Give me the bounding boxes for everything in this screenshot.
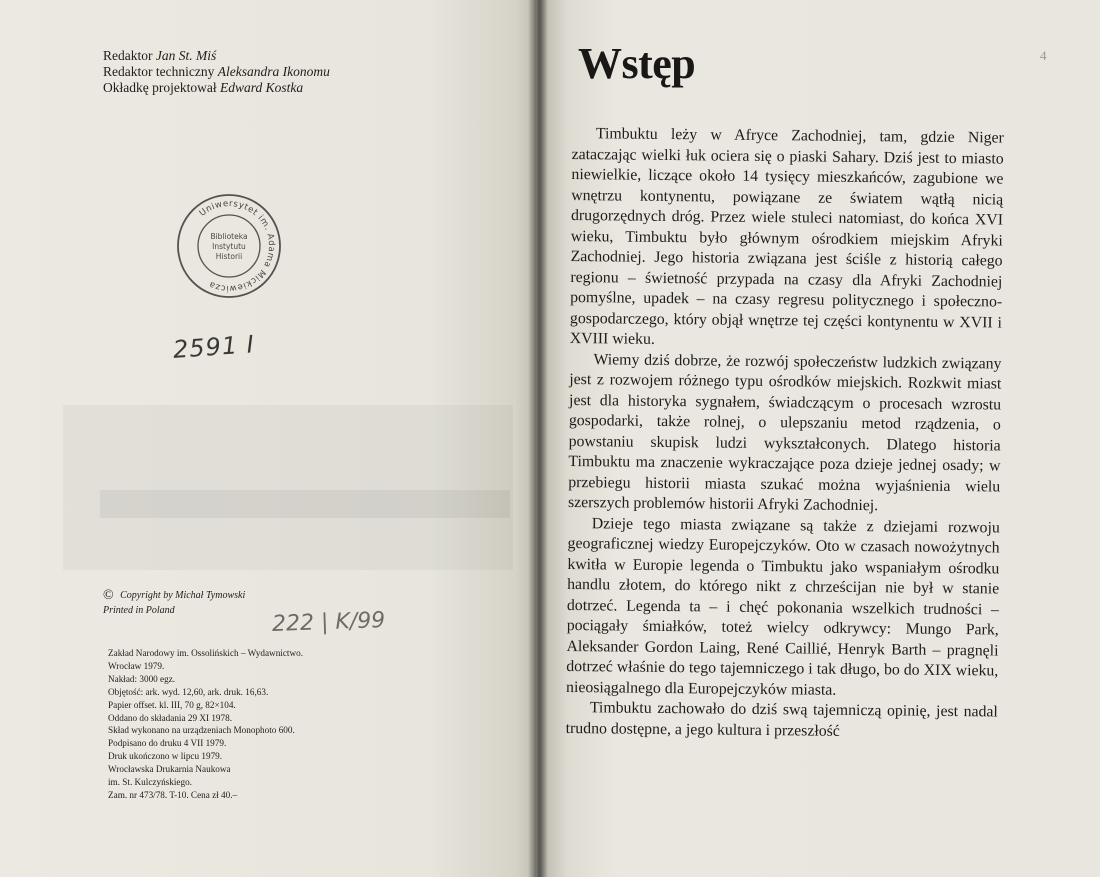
copyright-line xyxy=(103,588,245,603)
imprint-line: Zam. nr 473/78. T-10. Cena zł 40.– xyxy=(108,789,238,800)
show-through-title xyxy=(255,120,525,196)
library-stamp-icon xyxy=(175,192,283,300)
printed-in-text: Printed in Poland xyxy=(103,605,175,616)
imprint-line: Druk ukończono w lipcu 1979. xyxy=(108,751,223,762)
copyright-block xyxy=(103,588,245,618)
credits-block xyxy=(103,48,330,96)
imprint-line: Wrocławska Drukarnia Naukowa xyxy=(108,764,231,775)
show-through-strip xyxy=(100,490,510,518)
credit-line-cover-designer xyxy=(103,80,330,96)
stamp-center-line: Biblioteka xyxy=(210,232,248,241)
imprint-line: Papier offset. kl. III, 70 g, 82×104. xyxy=(108,699,236,710)
stamp-center-line: Historii xyxy=(215,252,243,261)
imprint-line: Objętość: ark. wyd. 12,60, ark. druk. 16,63. xyxy=(108,686,269,697)
book-gutter xyxy=(528,0,548,877)
credit-name: Jan St. Miś xyxy=(155,48,217,63)
copyright-icon: © xyxy=(103,588,114,603)
paragraph: Wiemy dziś dobrze, że rozwój społeczeństw ludzkich związany jest z rozwojem różnego typu ośrodków miejskich. Rozkwit miast jest dla historyka sygnałem, świadczącym o procesach wzrostu gospodarki, także rolnej, o ulepszaniu metod rządzenia, o powstaniu skupisk ludzi wykształconych. Dlatego historia Timbuktu ma znaczenie wykraczające poza dzieje jednej osady; w przebiegu historii miasta szukać można wyjaśnienia wielu szerszych problemów historii Afryki Zachodniej. xyxy=(567,350,1002,515)
shelfmark: 222 | K/99 xyxy=(271,608,386,637)
left-page xyxy=(0,0,536,877)
show-through-cover-box xyxy=(63,405,513,570)
stamp-center-line: Instytutu xyxy=(212,242,246,251)
credit-line-editor xyxy=(103,48,330,64)
paragraph: Dzieje tego miasta związane są także z dziejami rozwoju geograficznej wiedzy Europejczyków. Oto w czasach nowożytnych kwitła w Europie legenda o Timbuktu jako wspaniałym ośrodku handlu złotem, do którego nikt z chrześcijan nie był w stanie dotrzeć. Legenda ta – i chęć pokonania wszelkich trudności – pociągały śmiałków, toteż wielcy odkrywcy: Mungo Park, Aleksander Gordon Laing, René Caillié, Henryk Barth – pragnęli dotrzeć właśnie do tego tajemniczego i tak długo, bo do XIX wieku, nieosiągalnego dla Europejczyków miasta. xyxy=(566,514,1000,699)
imprint-line: Skład wykonano na urządzeniach Monophoto 600. xyxy=(108,725,295,736)
imprint-line: Podpisano do druku 4 VII 1979. xyxy=(108,738,227,749)
imprint-line: im. St. Kulczyńskiego. xyxy=(108,777,192,788)
credit-name: Edward Kostka xyxy=(219,80,304,95)
chapter-body xyxy=(566,124,1004,743)
credit-role: Okładkę projektował xyxy=(103,80,217,95)
show-through-page-number: 4 xyxy=(1040,48,1047,63)
credit-name: Aleksandra Ikonomu xyxy=(217,64,330,79)
imprint-line: Oddano do składania 29 XI 1978. xyxy=(108,712,233,723)
credit-role: Redaktor xyxy=(103,48,153,63)
paragraph: Timbuktu leży w Afryce Zachodniej, tam, gdzie Niger zataczając wielki łuk ociera się o piaski Sahary. Dziś jest to miasto niewielkie, liczące około 14 tysięcy mieszkańców, zagubione we wnętrzu kontynentu, powiązane ze światem wątłą nicią drugorzędnych dróg. Przez wiele stuleci natomiast, do końca XVI wieku, Timbuktu było głównym ośrodkiem miejskim Afryki Zachodniej. Jego historia związana jest ściśle z historią całego regionu – świetność przypada na czasy dla Afryki Zachodniej pomyślne, upadek – na czasy regresu politycznego i społeczno-gospodarczego, który objął wnętrze tej części kontynentu w XVII i XVIII wieku. xyxy=(569,125,1004,348)
copyright-text: Copyright by Michał Tymowski xyxy=(120,590,246,601)
imprint-line: Nakład: 3000 egz. xyxy=(108,673,176,684)
imprint-line: Zakład Narodowy im. Ossolińskich – Wydawnictwo. xyxy=(108,648,303,658)
credit-line-technical-editor xyxy=(103,64,330,80)
paragraph: Timbuktu zachowało do dziś swą tajemniczą opinię, jest nadal trudno dostępne, a jego kultura i przeszłość xyxy=(565,699,998,740)
chapter-heading: Wstęp xyxy=(578,39,696,88)
inventory-number: 2591 I xyxy=(172,330,256,364)
stamp-ring-text: Uniwersytet im. Adama Mickiewicza xyxy=(197,198,277,294)
imprint-block xyxy=(108,647,303,802)
credit-role: Redaktor techniczny xyxy=(103,64,215,79)
imprint-line: Wrocław 1979. xyxy=(108,660,165,671)
